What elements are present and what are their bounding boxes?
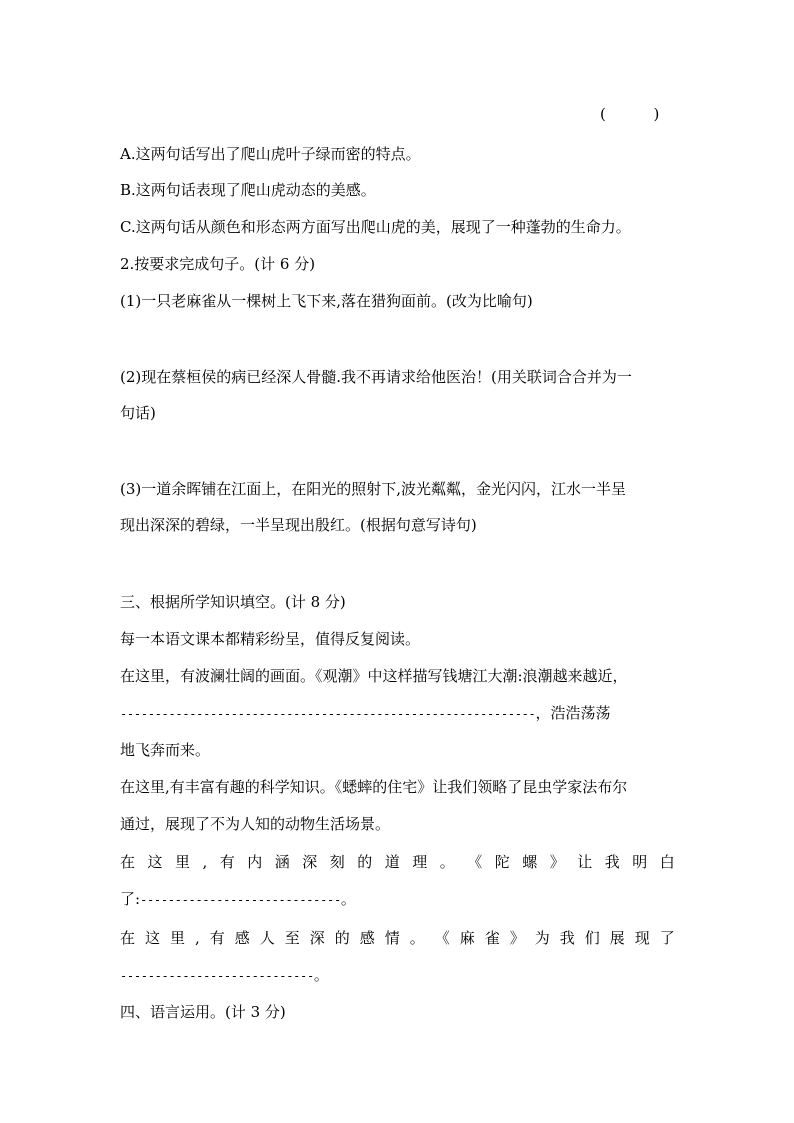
option-c: C.这两句话从颜色和形态两方面写出爬山虎的美，展现了一种蓬勃的生命力。 [120, 218, 631, 236]
question-2-item-3-line-2: 现出深深的碧绿，一半呈现出殷红。(根据句意写诗句) [120, 516, 477, 534]
section-3-p1-line-2 [120, 703, 611, 724]
fill-blank-3[interactable]: ---------------------------- [120, 969, 314, 983]
section-3-intro: 每一本语文课本都精彩纷呈，值得反复阅读。 [120, 630, 421, 648]
p3-prefix: 了: [120, 890, 141, 908]
section-3-p1-line-3: 地飞奔而来。 [120, 741, 211, 759]
option-a: A.这两句话写出了爬山虎叶子绿而密的特点。 [120, 145, 421, 163]
question-2-item-2-line-2: 句话) [120, 404, 156, 422]
section-4-heading: 四、语言运用。(计 3 分) [120, 1003, 286, 1021]
section-3-p3-line-1: 在 这 里 , 有 内 涵 深 刻 的 道 理 。 《 陀 螺 》 让 我 明 白 [120, 853, 675, 871]
p1-tail: ，浩浩荡荡 [535, 704, 611, 722]
section-3-p2-line-1: 在这里,有丰富有趣的科学知识。《蟋蟀的住宅》让我们领略了昆虫学家法布尔 [120, 778, 628, 796]
section-3-p4-line-1: 在 这 里 , 有 感 人 至 深 的 感 情 。 《 麻 雀 》 为 我 们 展 现 了 [120, 929, 675, 947]
section-3-p1-line-1: 在这里，有波澜壮阔的画面。《观潮》中这样描写钱塘江大潮:浪潮越来越近， [120, 667, 628, 685]
fill-blank-1[interactable]: ------------------------------------------------------------ [120, 707, 536, 721]
question-2-heading: 2.按要求完成句子。(计 6 分) [120, 255, 316, 273]
section-3-heading: 三、根据所学知识填空。(计 8 分) [120, 593, 346, 611]
question-2-item-2-line-1: (2)现在蔡桓侯的病已经深人骨髓.我不再请求给他医治！(用关联词合合并为一 [120, 368, 632, 386]
option-b: B.这两句话表现了爬山虎动态的美感。 [120, 181, 376, 199]
question-2-item-1: (1)一只老麻雀从一棵树上飞下来,落在猎狗面前。(改为比喻句) [120, 292, 533, 310]
section-3-p2-line-2: 通过，展现了不为人知的动物生活场景。 [120, 815, 391, 833]
section-3-p3-line-2: 了:-----------------------------。 [120, 890, 356, 908]
section-3-p4-line-2: ----------------------------。 [120, 966, 329, 984]
fill-blank-2[interactable]: ----------------------------- [140, 893, 341, 907]
question-2-item-3-line-1: (3)一道余晖铺在江面上，在阳光的照射下,波光粼粼，金光闪闪，江水一半呈 [120, 480, 627, 498]
answer-parentheses: ( ) [600, 105, 660, 123]
